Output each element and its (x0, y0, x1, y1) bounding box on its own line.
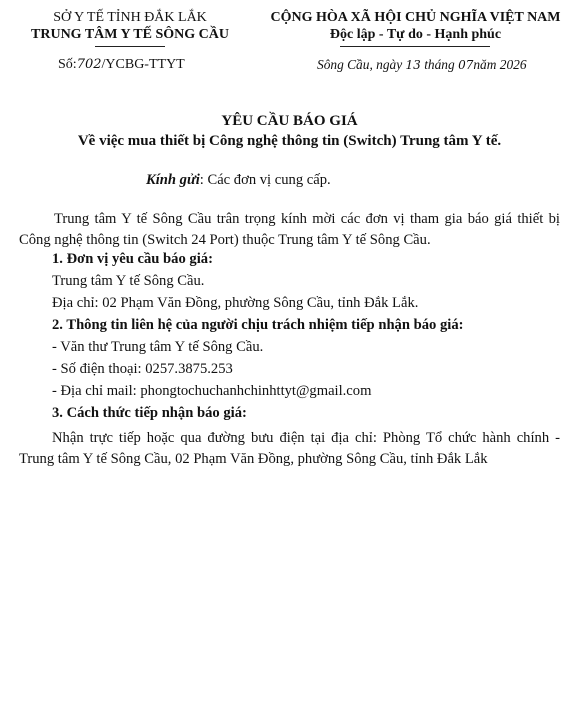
section-1-line-2: Địa chỉ: 02 Phạm Văn Đồng, phường Sông Cầu, tỉnh Đắk Lắk. (52, 295, 419, 311)
document-title: YÊU CẦU BÁO GIÁ (221, 113, 358, 129)
motto: Độc lập - Tự do - Hạnh phúc (329, 27, 502, 42)
doc-no-handwritten: 702 (76, 57, 102, 72)
recipient-label: Kính gửi (146, 172, 200, 188)
center-name: TRUNG TÂM Y TẾ SÔNG CẦU (31, 27, 229, 42)
section-2-line-1: - Văn thư Trung tâm Y tế Sông Cầu. (52, 339, 264, 355)
recipient (146, 172, 331, 189)
document-subtitle: Về việc mua thiết bị Công nghệ thông tin (Switch) Trung tâm Y tế. (77, 133, 502, 149)
doc-no-prefix: Số: (58, 57, 77, 72)
doc-no-suffix: /YCBG-TTYT (101, 57, 185, 72)
document-number (58, 57, 185, 73)
document-date (317, 57, 527, 73)
date-month: 07 (458, 58, 474, 72)
section-2-heading: 2. Thông tin liên hệ của người chịu trách nhiệm tiếp nhận báo giá: (52, 317, 464, 333)
center-name-underline (95, 46, 165, 47)
nation-name: CỘNG HÒA XÃ HỘI CHỦ NGHĨA VIỆT NAM (270, 10, 561, 25)
motto-underline (340, 46, 490, 47)
date-year: năm 2026 (473, 57, 527, 72)
section-2-line-2: - Số điện thoại: 0257.3875.253 (52, 361, 233, 377)
recipient-value: : Các đơn vị cung cấp. (199, 172, 331, 188)
date-day: 13 (405, 58, 421, 72)
intro-paragraph: Trung tâm Y tế Sông Cầu trân trọng kính mời các đơn vị tham gia báo giá thiết bị Công nghệ thông tin (Switch 24 Port) thuộc Trung tâm Y tế Sông Cầu. (19, 211, 560, 248)
section-2-line-3: - Địa chỉ mail: phongtochuchanhchinhttyt@gmail.com (52, 383, 372, 399)
section-1-line-1: Trung tâm Y tế Sông Cầu. (52, 273, 205, 289)
date-prefix: Sông Cầu, ngày (317, 57, 403, 72)
section-3-heading: 3. Cách thức tiếp nhận báo giá: (52, 405, 247, 421)
section-3-paragraph: Nhận trực tiếp hoặc qua đường bưu điện tại địa chỉ: Phòng Tổ chức hành chính - Trung tâm Y tế Sông Cầu, 02 Phạm Văn Đồng, phường Sông Cầu, tỉnh Đắk Lắk (19, 430, 560, 467)
section-1-heading: 1. Đơn vị yêu cầu báo giá: (52, 251, 213, 267)
department-name: SỞ Y TẾ TỈNH ĐẮK LẮK (53, 10, 207, 25)
date-month-label: tháng (424, 57, 455, 72)
